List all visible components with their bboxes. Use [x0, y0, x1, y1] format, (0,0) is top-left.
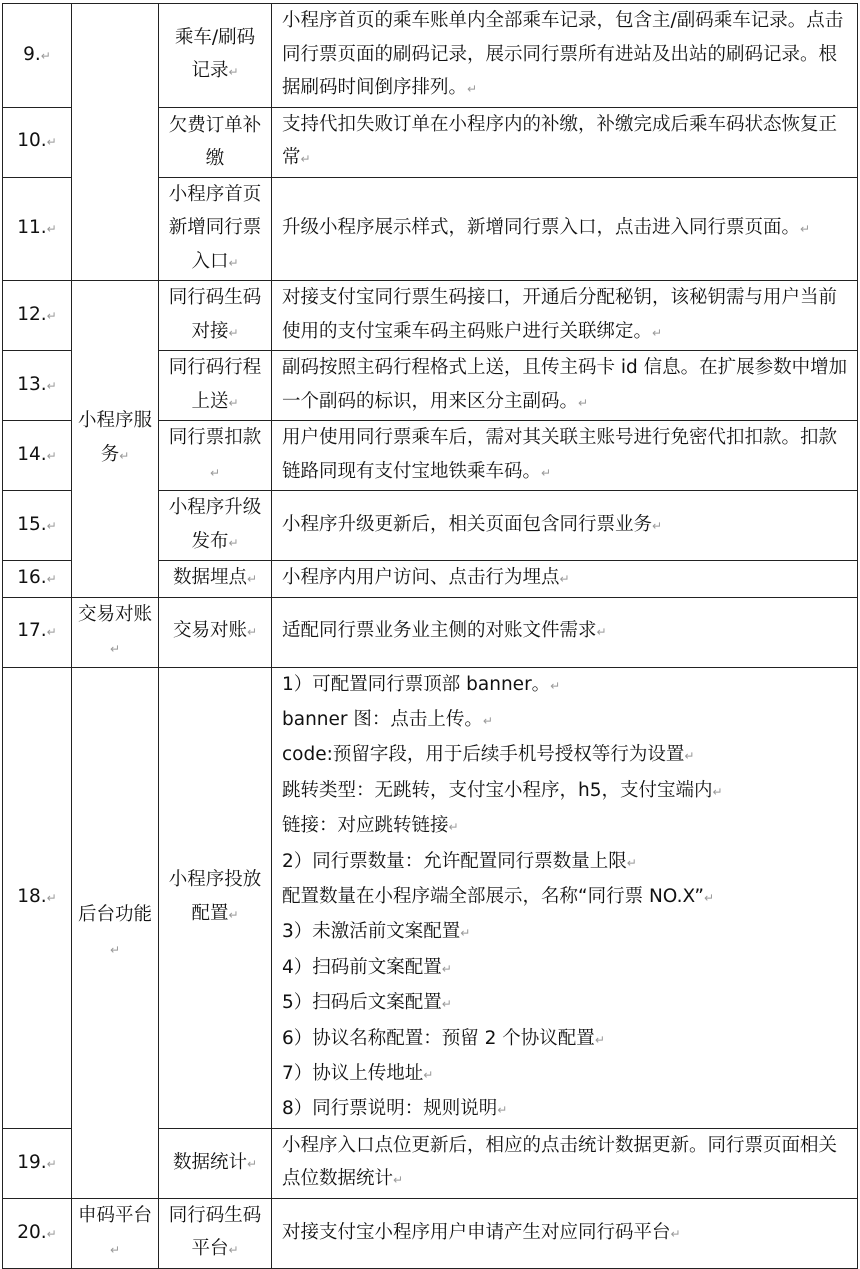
item-description: 用户使用同行票乘车后，需对其关联主账号进行免密代扣扣款。扣款链路同现有支付宝地铁乘车码。↵ [272, 421, 858, 491]
item-name: 同行票扣款↵ [159, 421, 272, 491]
item-description: 小程序升级更新后，相关页面包含同行票业务↵ [272, 491, 858, 561]
item-description: 小程序内用户访问、点击行为埋点↵ [272, 561, 858, 598]
config-line: 3）未激活前文案配置↵ [282, 921, 471, 943]
item-description-list [272, 667, 858, 1128]
config-line: code:预留字段，用于后续手机号授权等行为设置↵ [282, 744, 695, 766]
category-cell: 后台功能↵ [72, 667, 159, 1198]
row-number: 18.↵ [3, 667, 72, 1128]
item-name: 数据统计↵ [159, 1128, 272, 1198]
row-number: 14.↵ [3, 421, 72, 491]
item-description: 小程序首页的乘车账单内全部乘车记录，包含主/副码乘车记录。点击同行票页面的刷码记录，展示同行票所有进站及出站的刷码记录。根据刷码时间倒序排列。↵ [272, 4, 858, 108]
item-description: 副码按照主码行程格式上送，且传主码卡 id 信息。在扩展参数中增加一个副码的标识，用来区分主副码。↵ [272, 351, 858, 421]
item-name: 小程序首页新增同行票入口↵ [159, 177, 272, 281]
row-number: 12.↵ [3, 281, 72, 351]
item-description: 对接支付宝同行票生码接口，开通后分配秘钥，该秘钥需与用户当前使用的支付宝乘车码主码账户进行关联绑定。↵ [272, 281, 858, 351]
item-name: 小程序升级发布↵ [159, 491, 272, 561]
config-line: 2）同行票数量：允许配置同行票数量上限↵ [282, 850, 637, 872]
table-row [3, 281, 858, 351]
table-row [3, 667, 858, 1128]
config-line: 5）扫码后文案配置↵ [282, 992, 452, 1014]
row-number: 11.↵ [3, 177, 72, 281]
row-number: 15.↵ [3, 491, 72, 561]
item-name: 欠费订单补缴 [159, 107, 272, 177]
config-line: 1）可配置同行票顶部 banner。↵ [282, 673, 561, 695]
item-name: 同行码生码平台↵ [159, 1198, 272, 1268]
config-line: 跳转类型：无跳转，支付宝小程序，h5，支付宝端内↵ [282, 779, 723, 801]
category-cell: 申码平台↵ [72, 1198, 159, 1268]
item-description: 适配同行票业务业主侧的对账文件需求↵ [272, 597, 858, 667]
table-row [3, 597, 858, 667]
item-description: 对接支付宝小程序用户申请产生对应同行码平台↵ [272, 1198, 858, 1268]
row-number: 9.↵ [3, 4, 72, 108]
config-line: 4）扫码前文案配置↵ [282, 956, 452, 978]
config-line: 链接：对应跳转链接↵ [282, 815, 459, 837]
row-number: 20.↵ [3, 1198, 72, 1268]
item-name: 交易对账↵ [159, 597, 272, 667]
config-line: 7）协议上传地址↵ [282, 1062, 434, 1084]
row-number: 16.↵ [3, 561, 72, 598]
row-number: 19.↵ [3, 1128, 72, 1198]
item-description: 支持代扣失败订单在小程序内的补缴，补缴完成后乘车码状态恢复正常↵ [272, 107, 858, 177]
config-line: 配置数量在小程序端全部展示，名称“同行票 NO.X”↵ [282, 885, 715, 907]
row-number: 10.↵ [3, 107, 72, 177]
category-cell: 交易对账↵ [72, 597, 159, 667]
item-description: 小程序入口点位更新后，相应的点击统计数据更新。同行票页面相关点位数据统计↵ [272, 1128, 858, 1198]
item-name: 同行码生码对接↵ [159, 281, 272, 351]
requirements-table [2, 3, 858, 1269]
category-cell: 小程序服务↵ [72, 281, 159, 598]
item-description: 升级小程序展示样式，新增同行票入口，点击进入同行票页面。↵ [272, 177, 858, 281]
item-name: 数据埋点↵ [159, 561, 272, 598]
config-line: banner 图：点击上传。↵ [282, 708, 493, 730]
item-name: 同行码行程上送↵ [159, 351, 272, 421]
config-line: 6）协议名称配置：预留 2 个协议配置↵ [282, 1027, 605, 1049]
row-number: 13.↵ [3, 351, 72, 421]
table-row [3, 4, 858, 108]
item-name: 乘车/刷码记录↵ [159, 4, 272, 108]
config-line: 8）同行票说明：规则说明↵ [282, 1098, 508, 1120]
category-cell-empty [72, 4, 159, 281]
item-name: 小程序投放配置↵ [159, 667, 272, 1128]
table-row [3, 1198, 858, 1268]
row-number: 17.↵ [3, 597, 72, 667]
